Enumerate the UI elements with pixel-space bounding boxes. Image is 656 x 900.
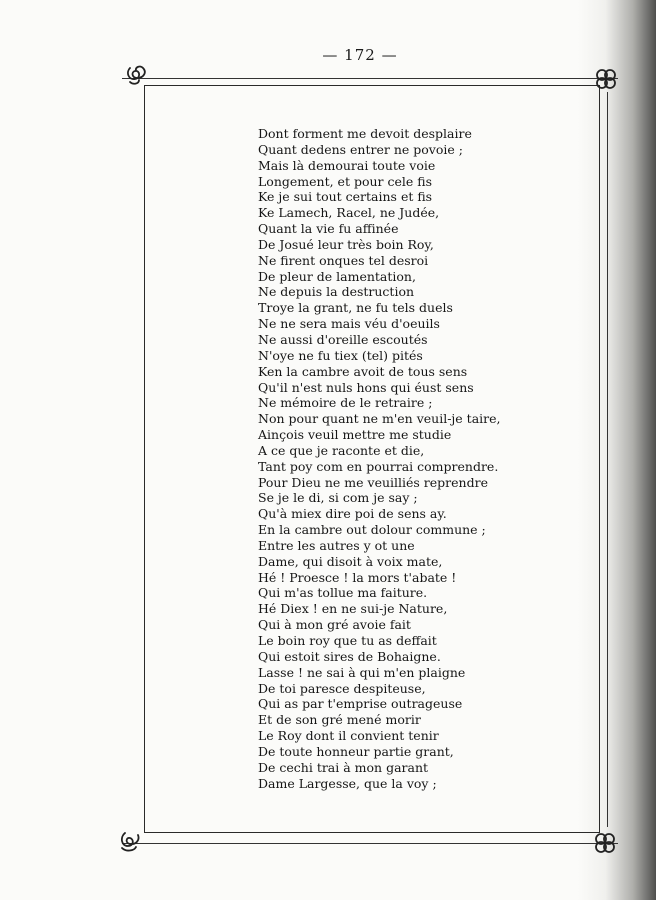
poem-line: Dame Largesse, que la voy ; [258, 775, 437, 791]
poem-line: Longement, et pour cele fis [258, 173, 432, 189]
poem-line: Tant poy com en pourrai comprendre. [258, 458, 499, 474]
poem-line: Se je le di, si com je say ; [258, 490, 418, 506]
poem-line: Quant dedens entrer ne povoie ; [258, 141, 463, 157]
poem-line: Ne depuis la destruction [258, 284, 415, 300]
poem-line: Qui as par t'emprise outrageuse [258, 696, 463, 712]
poem-line: Le Roy dont il convient tenir [258, 728, 439, 744]
ornament-knot-icon [592, 830, 618, 856]
poem-line: Dame, qui disoit à voix mate, [258, 553, 443, 569]
poem-line: Ne aussi d'oreille escoutés [258, 331, 428, 347]
poem-line: De pleur de lamentation, [258, 268, 416, 284]
ornament-knot-icon [124, 62, 150, 88]
poem-line: Mais là demourai toute voie [258, 157, 436, 173]
poem-line: Lasse ! ne sai à qui m'en plaigne [258, 664, 466, 680]
poem-line: Dont forment me devoit desplaire [258, 126, 472, 141]
poem-line: De cechi trai à mon garant [258, 759, 429, 775]
ornament-knot-icon [593, 66, 619, 92]
poem-line: Ke je sui tout certains et fis [258, 189, 433, 205]
poem-text [258, 126, 588, 791]
poem-line: Et de son gré mené morir [258, 712, 421, 728]
poem-line: Troye la grant, ne fu tels duels [258, 300, 453, 316]
poem-line: Hé ! Proesce ! la mors t'abate ! [258, 569, 457, 585]
poem-line: Ken la cambre avoit de tous sens [258, 363, 468, 379]
poem-line: Ainçois veuil mettre me studie [258, 427, 452, 443]
poem-line: Qui m'as tollue ma faiture. [258, 585, 428, 601]
poem-line: Qui estoit sires de Bohaigne. [258, 648, 441, 664]
poem-line: Ke Lamech, Racel, ne Judée, [258, 205, 440, 221]
frame-right-rule [607, 92, 608, 827]
poem-line: Qu'il n'est nuls hons qui éust sens [258, 379, 474, 395]
poem-line: De Josué leur très boin Roy, [258, 236, 434, 252]
page-number: — 172 — [322, 46, 398, 64]
poem-line: Quant la vie fu affinée [258, 221, 399, 237]
poem-line: Qu'à miex dire poi de sens ay. [258, 506, 447, 522]
poem-line: Non pour quant ne m'en veuil-je taire, [258, 411, 501, 427]
poem-line: A ce que je raconte et die, [258, 442, 425, 458]
poem-line: Entre les autres y ot une [258, 537, 415, 553]
poem-line: De toute honneur partie grant, [258, 743, 454, 759]
poem-line: Ne mémoire de le retraire ; [258, 395, 433, 411]
poem-line: En la cambre out dolour commune ; [258, 522, 486, 538]
poem-line: Qui à mon gré avoie fait [258, 617, 411, 633]
poem-line: Ne firent onques tel desroi [258, 252, 429, 268]
poem-line: Ne ne sera mais véu d'oeuils [258, 316, 440, 332]
poem-line: Le boin roy que tu as deffait [258, 633, 437, 648]
poem-line: N'oye ne fu tiex (tel) pités [258, 347, 423, 363]
poem-line: De toi paresce despiteuse, [258, 680, 426, 696]
ornament-knot-icon [118, 828, 144, 854]
poem-line: Pour Dieu ne me veuilliés reprendre [258, 474, 488, 490]
poem-line: Hé Diex ! en ne sui-je Nature, [258, 601, 448, 617]
